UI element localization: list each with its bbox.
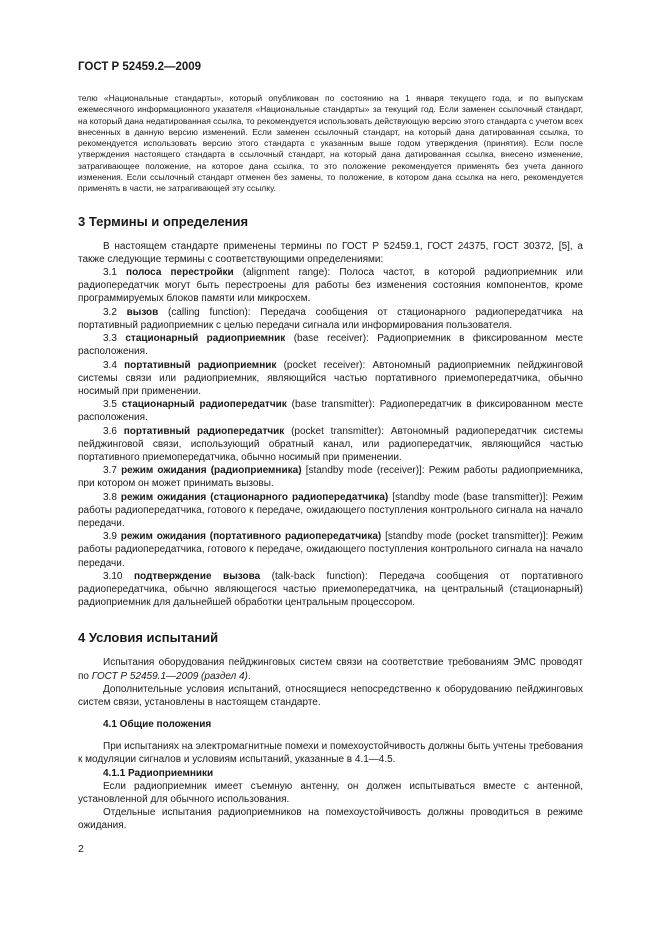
subsection-4-1-1-paragraph-2: Отдельные испытания радиоприемников на помехоустойчивость должны проводиться в режиме ожидания.: [78, 806, 583, 832]
term-description: [standby mode (pocket transmitter)]: Режим работы радиопередатчика, готового к передаче, ожидающего поступления контрольного сигнала на начало передачи.: [78, 531, 583, 569]
page-number: 2: [78, 843, 84, 855]
subsection-4-1-1-paragraph-1: Если радиоприемник имеет съемную антенну, он должен испытываться вместе с антенной, установленной для обычного использования.: [78, 780, 583, 805]
term-name: вызов: [126, 306, 159, 318]
page-content: [78, 93, 583, 832]
term-definition: [78, 359, 583, 399]
term-name: стационарный радиоприемник: [125, 333, 286, 345]
term-number: 3.4: [103, 359, 117, 371]
term-description: (alignment range): Полоса частот, в которой радиоприемник или радиопередатчик могут быть перестроены для работы без изменения состояния компонентов, кроме программируемых блоков памяти или микросхем.: [78, 267, 583, 305]
term-number: 3.6: [103, 425, 117, 437]
subsection-4-1-heading: 4.1 Общие положения: [103, 719, 212, 731]
term-definition: [78, 530, 583, 570]
section-3-heading: 3 Термины и определения: [78, 213, 249, 229]
term-description: (talk-back function): Передача сообщения от портативного радиопередатчика, обычно являющегося частью приемопередатчика, на центральный (стационарный) радиоприемник для дальнейшей обработки центральным процессором.: [78, 570, 584, 609]
term-description: (calling function): Передача сообщения от стационарного радиопередатчика на портативный радиоприемник с целью передачи сигнала или информирования пользователя.: [78, 306, 583, 331]
term-description: (pocket receiver): Автономный радиоприемник пейджинговой системы связи или радиоприемник, являющийся частью портативного приемопередатчика, обычно носимый при применении.: [78, 359, 584, 397]
term-number: 3.5: [103, 399, 117, 411]
section-4-p1-text: Испытания оборудования пейджинговых систем связи на соответствие требованиям ЭМС проводят пo: [78, 657, 583, 682]
term-definition: [78, 266, 583, 306]
term-definition: [78, 306, 583, 332]
section-4-paragraph-2: Дополнительные условия испытаний, относящиеся непосредственно к оборудованию пейджинговых систем связи, установлены в настоящем стандарте.: [78, 683, 583, 708]
term-description: (base receiver): Радиоприемник в фиксированном месте расположения.: [78, 333, 584, 358]
term-number: 3.3: [103, 333, 117, 345]
term-name: режим ожидания (радиоприемника): [121, 465, 302, 477]
term-number: 3.2: [103, 306, 117, 318]
term-description: [standby mode (base transmitter)]: Режим работы радиопередатчика, готового к передаче, ожидающего поступления контрольного сигнала на начало передачи.: [78, 491, 584, 529]
section-4-heading: 4 Условия испытаний: [78, 630, 219, 646]
term-name: портативный радиопередатчик: [123, 425, 285, 437]
term-description: (pocket transmitter): Автономный радиопередатчик системы пейджинговой связи, использующий обратный канал, или радиопередатчик, являющийся частью портативного приемопередатчика, обычно носимый при применении.: [78, 425, 584, 463]
term-definition: [78, 464, 583, 490]
term-number: 3.7: [103, 465, 117, 477]
term-number: 3.9: [103, 531, 117, 543]
term-name: полоса перестройки: [126, 267, 234, 279]
intro-paragraph: телю «Национальные стандарты», который опубликован по состоянию на 1 января текущего года, и по выпускам ежемесячного информационного указателя «Национальные стандарты» за текущий год. Если заменен ссылочный стандарт, на который дана недатированная ссылка, то рекомендуется использовать действующую версию этого стандарта с учетом всех внесенных в данную версию изменений. Если заменен ссылочный стандарт, на который дана датированная ссылка, то рекомендуется использовать версию этого стандарта с указанным выше годом утверждения (принятия). Если после утверждения настоящего стандарта в ссылочный стандарт, на который дана датированная ссылка, внесено изменение, затрагивающее положение, на которое дана ссылка, то это положение рекомендуется применять без учета данного изменения. Если ссылочный стандарт отменен без замены, то положение, в котором дана ссылка на него, рекомендуется применять в части, не затрагивающей эту ссылку.: [78, 93, 583, 194]
term-definition: [78, 570, 583, 610]
term-definition: [78, 491, 583, 531]
term-name: портативный радиоприемник: [124, 359, 277, 371]
section-3-lead: В настоящем стандарте применены термины по ГОСТ Р 52459.1, ГОСТ 24375, ГОСТ 30372, [5], а также следующие термины с соответствующими определениями:: [78, 240, 583, 265]
section-4-p1-reference: ГОСТ Р 52459.1—2009 (раздел 4): [91, 670, 248, 682]
term-number: 3.8: [103, 491, 117, 503]
subsection-4-1-1-heading: 4.1.1 Радиоприемники: [103, 767, 214, 779]
subsection-4-1-paragraph: При испытаниях на электромагнитные помехи и помехоустойчивость должны быть учтены требования к модуляции сигналов и условиям испытаний, указанные в 4.1—4.5.: [78, 741, 583, 766]
term-number: 3.1: [103, 267, 117, 279]
term-description: (base transmitter): Радиопередатчик в фиксированном месте расположения.: [78, 399, 583, 424]
section-4-paragraph-1: [78, 656, 583, 682]
term-number: 3.10: [103, 570, 123, 582]
term-name: подтверждение вызова: [133, 570, 261, 582]
term-definition: [78, 398, 583, 424]
term-name: режим ожидания (стационарного радиопередатчика): [120, 491, 389, 503]
term-name: стационарный радиопередатчик: [121, 399, 287, 411]
term-definition: [78, 425, 583, 465]
terms-list: [78, 266, 583, 609]
term-description: [standby mode (receiver)]: Режим работы радиоприемника, при котором он может принимать вызовы.: [78, 465, 584, 490]
term-definition: [78, 332, 583, 358]
section-4-p1-end: .: [247, 670, 251, 682]
term-name: режим ожидания (портативного радиопередатчика): [120, 531, 382, 543]
standard-code-header: ГОСТ Р 52459.2—2009: [78, 61, 202, 73]
